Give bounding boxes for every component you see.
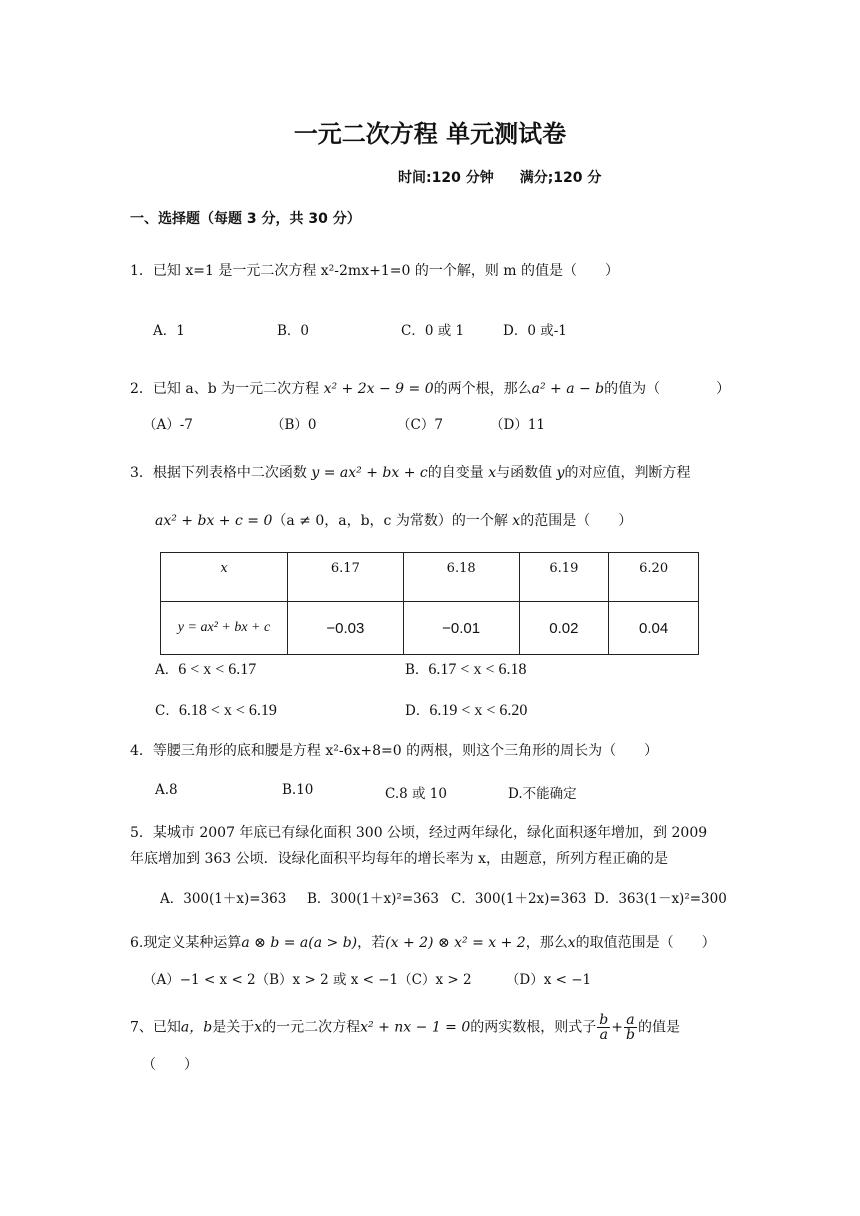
table-cell: 6.18 xyxy=(403,553,519,602)
q1-option-d: D．0 或-1 xyxy=(503,323,567,339)
question-5-line2: 年底增加到 363 公顷．设绿化面积平均每年的增长率为 x，由题意，所列方程正确的是 xyxy=(130,851,668,867)
q7-equation: x² + nx − 1 = 0 xyxy=(360,1019,471,1036)
question-5-line1: 5．某城市 2007 年底已有绿化面积 300 公顷，经过两年绿化，绿化面积逐年增加，到 2009 xyxy=(130,825,708,841)
exam-meta xyxy=(398,167,627,187)
q6-option-a: （A）−1 < x < 2 xyxy=(143,972,256,988)
table-cell: 0.04 xyxy=(609,602,699,655)
q4-option-d: D.不能确定 xyxy=(508,786,577,802)
q6-option-c: （C）x > 2 xyxy=(398,972,472,988)
question-6-stem: 6.现定义某种运算a ⊗ b = a(a > b)，若(x + 2) ⊗ x² = x + 2，那么x的取值范围是（ ） xyxy=(130,935,716,951)
page-title: 一元二次方程 单元测试卷 xyxy=(293,120,567,148)
q3-option-d: D．6.19 < x < 6.20 xyxy=(405,702,528,719)
exam-score: 满分;120 分 xyxy=(519,170,602,186)
q6-condition: (x + 2) ⊗ x² = x + 2 xyxy=(385,935,526,951)
question-7-stem: 7、已知a，b是关于x的一元二次方程x² + nx − 1 = 0的两实数根，则式子 $\frac{b}{a}$ + $\frac{a}{b}$ 的值是 xyxy=(130,1012,680,1043)
q2-expression: a² + a − b xyxy=(531,381,605,397)
table-cell: 0.02 xyxy=(519,602,609,655)
question-3-stem-line1: 3．根据下列表格中二次函数 y = ax² + bx + c的自变量 x与函数值 y的对应值，判断方程 xyxy=(130,465,691,481)
table-cell: 6.20 xyxy=(609,553,699,602)
q6-operation: a ⊗ b = a(a > b) xyxy=(241,935,358,951)
q3-option-c: C．6.18 < x < 6.19 xyxy=(155,702,277,719)
q6-options-line xyxy=(143,968,591,988)
q2-option-d: （D）11 xyxy=(490,417,546,433)
q7-fraction-a-over-b: $\frac{a}{b}$ xyxy=(625,1012,635,1043)
q1-option-c: C．0 或 1 xyxy=(401,323,465,339)
q2-equation: x² + 2x − 9 = 0 xyxy=(323,381,434,397)
q6-option-b: （B）x > 2 或 x < −1 xyxy=(255,972,399,988)
q2-option-c: （C）7 xyxy=(397,417,443,433)
q1-option-b: B．0 xyxy=(277,323,310,339)
q5-option-d: D．363(1－x)²=300 xyxy=(594,891,727,907)
q5-option-a: A．300(1＋x)=363 xyxy=(160,891,287,907)
q3-option-a: A．6 < x < 6.17 xyxy=(155,661,257,678)
q4-option-b: B.10 xyxy=(282,782,314,798)
question-3-stem-line2: ax² + bx + c = 0（a ≠ 0，a，b，c 为常数）的一个解 x的范围是（ ） xyxy=(155,513,633,529)
q1-option-a: A．1 xyxy=(153,323,185,339)
table-row xyxy=(161,602,699,655)
section-heading: 一、选择题（每题 3 分，共 30 分） xyxy=(130,211,361,227)
table-row xyxy=(161,553,699,602)
question-1-stem: 1．已知 x=1 是一元二次方程 x²-2mx+1=0 的一个解，则 m 的值是（ ） xyxy=(130,263,620,279)
table-header-y: y = ax² + bx + c xyxy=(161,602,288,655)
q5-option-c: C．300(1＋2x)=363 xyxy=(451,891,587,907)
q4-option-a: A.8 xyxy=(155,782,178,798)
question-7-answer-paren: （ ） xyxy=(142,1057,198,1073)
q2-option-a: （A）-7 xyxy=(143,417,193,433)
q3-function: y = ax² + bx + c xyxy=(311,465,428,481)
q7-fraction-b-over-a: $\frac{b}{a}$ xyxy=(599,1012,609,1043)
exam-time: 时间:120 分钟 xyxy=(398,170,494,186)
q4-option-c: C.8 或 10 xyxy=(385,786,447,802)
table-cell: −0.01 xyxy=(403,602,519,655)
q2-option-b: （B）0 xyxy=(271,417,317,433)
table-cell: −0.03 xyxy=(288,602,404,655)
q6-option-d: （D）x < −1 xyxy=(505,972,592,988)
question-4-stem: 4．等腰三角形的底和腰是方程 x²-6x+8=0 的两根，则这个三角形的周长为（ ） xyxy=(130,743,659,759)
q3-value-table xyxy=(160,552,699,655)
q5-option-b: B．300(1＋x)²=363 xyxy=(307,891,439,907)
q3-option-b: B．6.17 < x < 6.18 xyxy=(405,661,527,678)
table-cell: 6.19 xyxy=(519,553,609,602)
q3-equation: ax² + bx + c = 0 xyxy=(155,513,273,529)
question-2-stem: 2．已知 a、b 为一元二次方程 x² + 2x − 9 = 0的两个根，那么a² + a − b的值为（ ） xyxy=(130,381,731,397)
table-header-x: x xyxy=(161,553,288,602)
table-cell: 6.17 xyxy=(288,553,404,602)
